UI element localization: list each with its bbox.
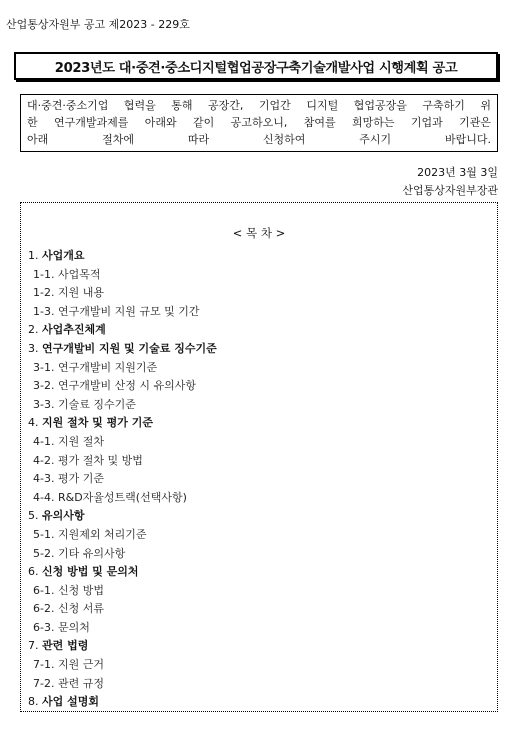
toc-text: 신청 서류	[57, 602, 104, 616]
toc-subsection	[28, 377, 217, 396]
toc-subsection	[28, 582, 217, 601]
toc-number: 4-3.	[33, 472, 55, 486]
toc-number: 2.	[28, 323, 39, 337]
toc-subsection	[28, 656, 217, 675]
toc-text: 지원제외 처리기준	[57, 527, 147, 541]
page-title: 2023년도 대·중견·중소디지털협업공장구축기술개발사업 시행계획 공고	[54, 60, 458, 76]
toc-number: 3-3.	[33, 397, 55, 411]
toc-text: 평가 기준	[57, 472, 104, 486]
toc-number: 1-1.	[33, 267, 55, 281]
toc-number: 1-2.	[33, 286, 55, 300]
toc-number: 4-4.	[33, 490, 55, 504]
toc-text: 사업 설명회	[42, 695, 99, 709]
toc-section	[28, 693, 217, 712]
toc-text: 관련 규정	[57, 676, 104, 690]
toc-text: 기술료 징수기준	[57, 397, 136, 411]
toc-section	[28, 507, 217, 526]
toc-subsection	[28, 266, 217, 285]
toc-number: 1-3.	[33, 304, 55, 318]
toc-subsection	[28, 470, 217, 489]
toc-number: 7-1.	[33, 658, 55, 672]
toc-subsection	[28, 396, 217, 415]
toc-text: 연구개발비 지원기준	[57, 360, 158, 374]
toc-number: 6.	[28, 565, 39, 579]
toc-number: 5.	[28, 509, 39, 523]
toc-section	[28, 321, 217, 340]
toc-subsection	[28, 675, 217, 694]
toc-list	[28, 247, 217, 712]
title-box	[14, 52, 498, 80]
toc-text: 평가 절차 및 방법	[57, 453, 143, 467]
toc-text: 사업추진체계	[42, 323, 106, 337]
toc-text: 유의사항	[42, 509, 85, 523]
intro-line: 대·중견·중소기업 협력을 통해 공장간, 기업간 디지털 협업공장을 구축하기 위	[27, 99, 491, 112]
toc-text: 신청 방법 및 문의처	[42, 565, 139, 579]
toc-text: 지원 절차	[57, 434, 104, 448]
issuing-agency: 산업통상자원부장관	[402, 184, 498, 197]
toc-text: 지원 근거	[57, 658, 104, 672]
toc-number: 6-3.	[33, 620, 55, 634]
notice-number: 산업통상자원부 공고 제2023 - 229호	[6, 18, 190, 31]
toc-subsection	[28, 600, 217, 619]
toc-subsection	[28, 433, 217, 452]
toc-section	[28, 637, 217, 656]
toc-text: 신청 방법	[57, 583, 104, 597]
toc-text: 연구개발비 지원 규모 및 기간	[57, 304, 200, 318]
notice-date: 2023년 3월 3일	[417, 166, 498, 179]
toc-number: 7.	[28, 639, 39, 653]
toc-number: 7-2.	[33, 676, 55, 690]
toc-number: 1.	[28, 249, 39, 262]
toc-section	[28, 414, 217, 433]
toc-section	[28, 340, 217, 359]
toc-text: 사업목적	[57, 267, 101, 281]
toc-subsection	[28, 303, 217, 322]
toc-text: 지원 내용	[57, 286, 104, 300]
toc-number: 4-1.	[33, 434, 55, 448]
toc-subsection	[28, 619, 217, 638]
toc-text: 연구개발비 산정 시 유의사항	[57, 379, 196, 393]
toc-text: 지원 절차 및 평가 기준	[42, 416, 153, 430]
toc-section	[28, 247, 217, 266]
intro-paragraph	[20, 94, 498, 152]
table-of-contents	[20, 202, 498, 712]
toc-subsection	[28, 452, 217, 471]
toc-text: R&D자율성트랙(선택사항)	[57, 490, 187, 504]
toc-text: 사업개요	[42, 249, 85, 262]
toc-number: 5-2.	[33, 546, 55, 560]
toc-text: 기타 유의사항	[57, 546, 126, 560]
toc-subsection	[28, 359, 217, 378]
toc-section	[28, 563, 217, 582]
toc-number: 6-1.	[33, 583, 55, 597]
toc-number: 3.	[28, 341, 39, 355]
toc-text: 연구개발비 지원 및 기술료 징수기준	[42, 341, 217, 355]
toc-subsection	[28, 284, 217, 303]
toc-heading: < 목 차 >	[232, 226, 286, 240]
toc-number: 3-1.	[33, 360, 55, 374]
intro-line: 한 연구개발과제를 아래와 같이 공고하오니, 참여를 희망하는 기업과 기관은	[27, 116, 491, 129]
toc-number: 6-2.	[33, 602, 55, 616]
intro-line: 아래 절차에 따라 신청하여 주시기 바랍니다.	[27, 133, 491, 146]
toc-subsection	[28, 526, 217, 545]
toc-subsection	[28, 489, 217, 508]
toc-subsection	[28, 545, 217, 564]
toc-number: 4-2.	[33, 453, 55, 467]
toc-text: 관련 법령	[42, 639, 89, 653]
toc-number: 8.	[28, 695, 39, 709]
toc-number: 5-1.	[33, 527, 55, 541]
toc-text: 문의처	[57, 620, 90, 634]
toc-number: 4.	[28, 416, 39, 430]
toc-number: 3-2.	[33, 379, 55, 393]
